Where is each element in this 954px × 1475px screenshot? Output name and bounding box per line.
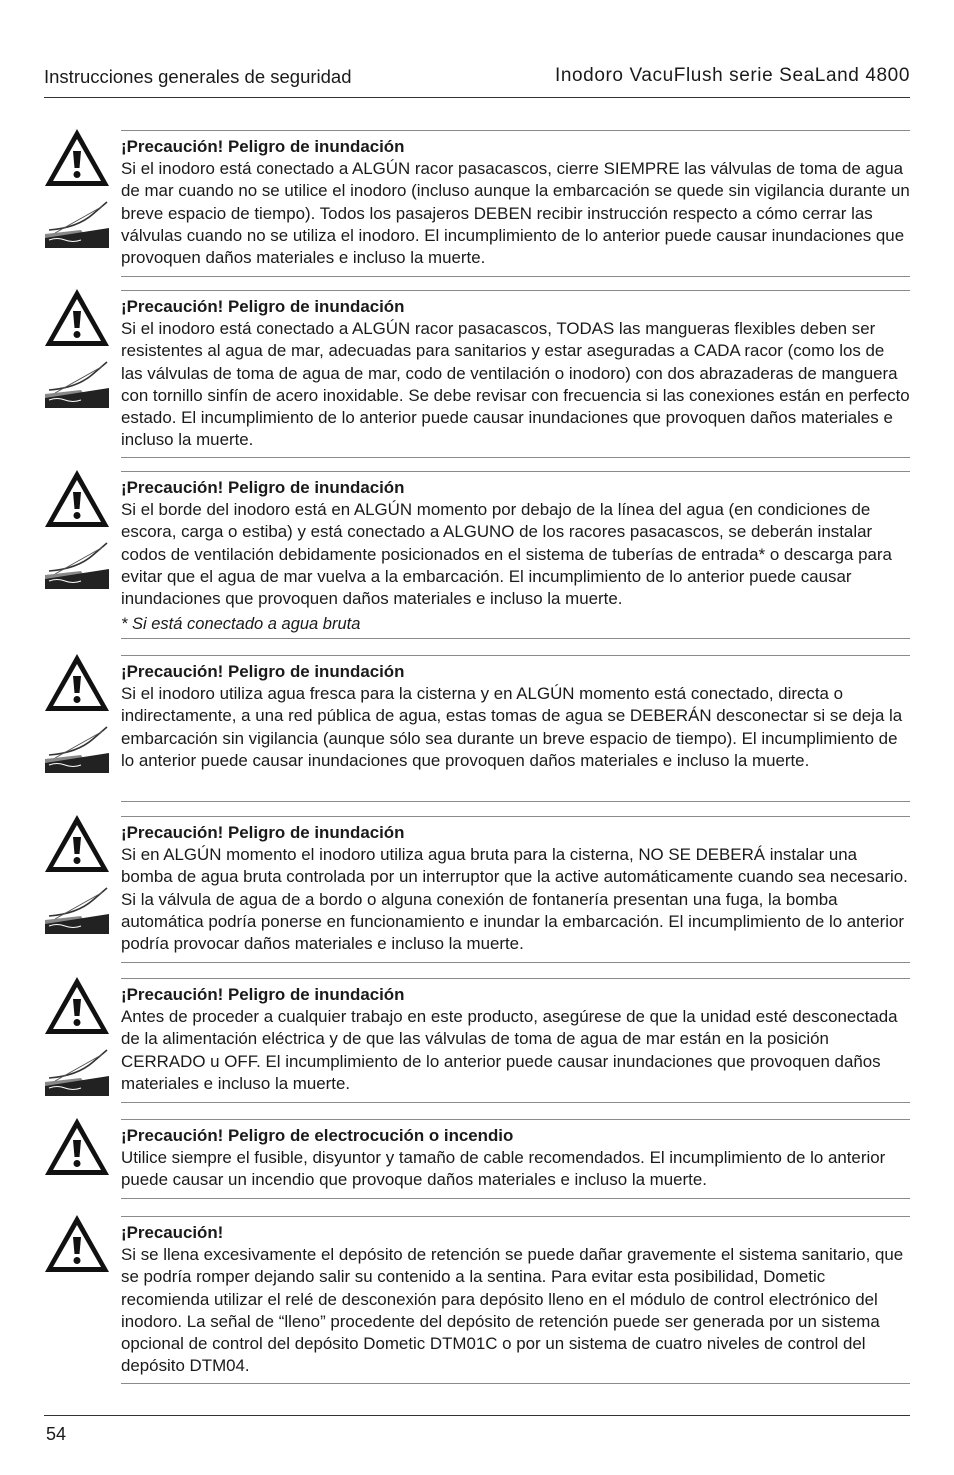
divider: [121, 457, 910, 458]
warning-title: ¡Precaución! Peligro de inundación: [121, 137, 405, 156]
divider: [121, 816, 910, 817]
page-header: [44, 66, 910, 96]
divider: [121, 1383, 910, 1384]
divider: [121, 1198, 910, 1199]
warning-triangle-icon: [43, 813, 111, 875]
warning-body: Utilice siempre el fusible, disyuntor y tamaño de cable recomendados. El incumplimiento de lo anterior puede causar un incendio que provoque daños materiales e incluso la muerte.: [121, 1148, 886, 1190]
flooding-boat-icon: [43, 1048, 111, 1098]
flooding-boat-icon: [43, 541, 111, 591]
warning-block-1: [0, 130, 954, 276]
warning-title: ¡Precaución! Peligro de inundación: [121, 823, 405, 842]
divider: [121, 1102, 910, 1103]
warning-triangle-icon: [43, 287, 111, 349]
warning-text: [121, 136, 910, 269]
flooding-boat-icon: [43, 725, 111, 775]
divider: [121, 638, 910, 639]
divider: [121, 130, 910, 131]
document-title: Inodoro VacuFlush serie SeaLand 4800: [554, 65, 910, 86]
divider: [121, 978, 910, 979]
divider: [121, 655, 910, 656]
flooding-boat-icon: [43, 886, 111, 936]
divider: [121, 1216, 910, 1217]
warning-block-2: [0, 290, 954, 458]
divider: [121, 276, 910, 277]
warning-text: [121, 1125, 910, 1192]
footer-divider: [44, 1415, 910, 1416]
warning-triangle-icon: [43, 468, 111, 530]
warning-title: ¡Precaución!: [121, 1223, 224, 1242]
warning-triangle-icon: [43, 127, 111, 189]
warning-block-5: [0, 816, 954, 962]
warning-body: Si el inodoro utiliza agua fresca para la cisterna y en ALGÚN momento está conectado, directa o indirectamente, a una red pública de agua, estas tomas de agua se DEBERÁN desconectar si se deja la embarcación sin vigilancia (aunque sólo sea durante un breve espacio de tiempo). El incumplimiento de lo anterior puede causar inundaciones que provoquen daños materiales e incluso la muerte.: [121, 684, 903, 770]
flooding-boat-icon: [43, 360, 111, 410]
warning-title: ¡Precaución! Peligro de inundación: [121, 478, 405, 497]
divider: [121, 801, 910, 802]
warning-title: ¡Precaución! Peligro de inundación: [121, 662, 405, 681]
warning-block-3: [0, 471, 954, 639]
section-title: Instrucciones generales de seguridad: [44, 66, 352, 87]
warning-block-6: [0, 978, 954, 1102]
divider: [121, 962, 910, 963]
warning-triangle-icon: [43, 652, 111, 714]
divider: [121, 290, 910, 291]
footnote: * Si está conectado a agua bruta: [121, 615, 361, 633]
warning-block-4: [0, 655, 954, 801]
page-number: 54: [46, 1424, 67, 1444]
warning-block-8: [0, 1216, 954, 1384]
warning-body: Antes de proceder a cualquier trabajo en este producto, asegúrese de que la unidad esté desconectada de la alimentación eléctrica y de que las válvulas de toma de agua de mar están en la posición CERRADO u OFF. El incumplimiento de lo anterior puede causar inundaciones que provoquen daños materiales e incluso la muerte.: [121, 1007, 898, 1093]
divider: [121, 471, 910, 472]
warning-text: [121, 1222, 910, 1377]
warning-block-7: [0, 1119, 954, 1199]
warning-triangle-icon: [43, 1213, 111, 1275]
warning-text: [121, 984, 910, 1095]
warning-title: ¡Precaución! Peligro de electrocución o incendio: [121, 1126, 514, 1145]
flooding-boat-icon: [43, 200, 111, 250]
divider: [121, 1119, 910, 1120]
warning-text: [121, 661, 910, 772]
warning-body: Si el borde del inodoro está en ALGÚN momento por debajo de la línea del agua (en condiciones de escora, carga o estiba) y está conectado a ALGUNO de los racores pasacascos, se deberán instalar codos de ventilación debidamente posicionados en el sistema de tuberías de entrada* o descarga para evitar que el agua de mar vuelva a la embarcación. El incumplimiento de lo anterior puede causar inundaciones que provoquen daños materiales e incluso la muerte.: [121, 500, 892, 609]
warning-body: Si el inodoro está conectado a ALGÚN racor pasacascos, cierre SIEMPRE las válvulas de toma de agua de mar cuando no se utilice el inodoro (incluso aunque la embarcación se quede sin vigilancia durante un breve espacio de tiempo). Todos los pasajeros DEBEN recibir instrucción respecto a cómo cerrar las válvulas cuando no se utiliza el inodoro. El incumplimiento de lo anterior puede causar inundaciones que provoquen daños materiales e incluso la muerte.: [121, 159, 910, 268]
warning-text: [121, 296, 910, 451]
warning-text: [121, 477, 910, 610]
warning-triangle-icon: [43, 975, 111, 1037]
header-divider: [44, 97, 910, 98]
warning-body: Si el inodoro está conectado a ALGÚN racor pasacascos, TODAS las mangueras flexibles deben ser resistentes al agua de mar, adecuadas para sanitarios y estar aseguradas a CADA racor (como los de las válvulas de toma de agua de mar, codo de ventilación o inodoro) con dos abrazaderas de manguera con tornillo sinfín de acero inoxidable. Se debe revisar con frecuencia si las conexiones están en perfecto estado. El incumplimiento de lo anterior puede causar inundaciones que provoquen daños materiales e incluso la muerte.: [121, 319, 910, 450]
warning-title: ¡Precaución! Peligro de inundación: [121, 985, 405, 1004]
warning-body: Si en ALGÚN momento el inodoro utiliza agua bruta para la cisterna, NO SE DEBERÁ instalar una bomba de agua bruta controlada por un interruptor que la active automáticamente cuando sea necesario. Si la válvula de agua de a bordo o alguna conexión de fontanería presentan una fuga, la bomba automática podría ponerse en funcionamiento e inundar la embarcación. El incumplimiento de lo anterior podría provocar daños materiales e incluso la muerte.: [121, 845, 908, 954]
warning-body: Si se llena excesivamente el depósito de retención se puede dañar gravemente el sistema sanitario, que se podría romper dejando salir su contenido a la sentina. Para evitar esta posibilidad, Dometic recomienda utilizar el relé de desconexión para depósito lleno en el módulo de control electrónico del inodoro. La señal de “lleno” procedente del depósito de retención puede ser generada por un sistema opcional de control del depósito Dometic DTM01C o por un sistema de cuatro niveles de control del depósito DTM04.: [121, 1245, 904, 1376]
warning-title: ¡Precaución! Peligro de inundación: [121, 297, 405, 316]
warning-text: [121, 822, 910, 955]
warning-triangle-icon: [43, 1116, 111, 1178]
